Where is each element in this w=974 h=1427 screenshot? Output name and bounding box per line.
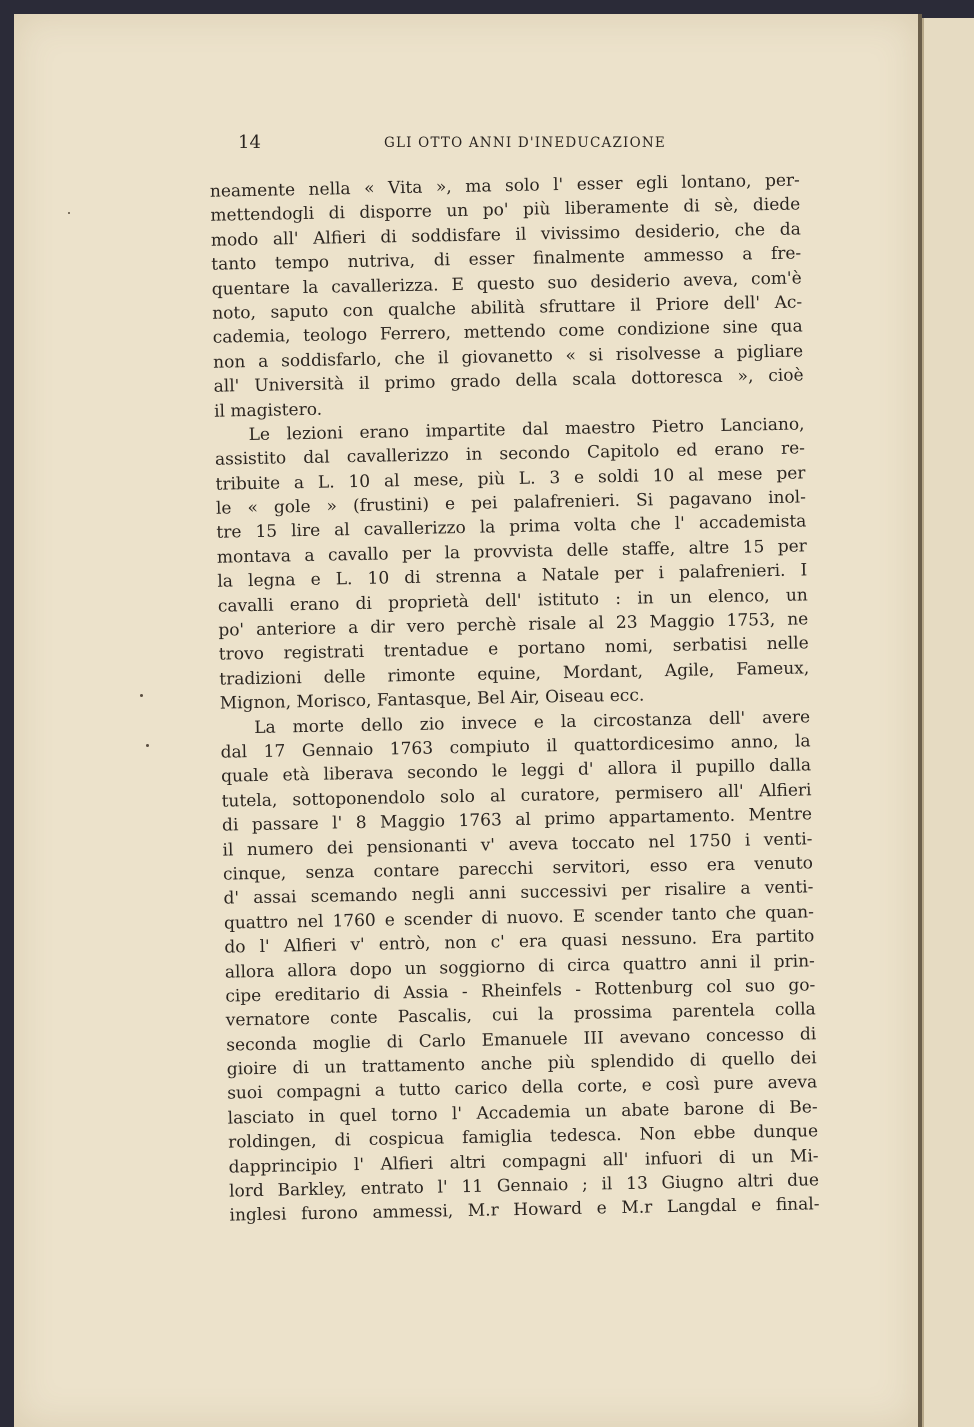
ink-speck (140, 694, 143, 697)
text-line: cinque, senza contare parecchi servitori, esso era venuto (222, 853, 814, 885)
text-line: all' Università il primo grado della scala dottoresca », cioè (213, 365, 804, 397)
text-line: noto, saputo con qualche abilità sfruttare il Priore dell' Ac- (212, 292, 803, 324)
text-line: quentare la cavallerizza. E questo suo desiderio aveva, com'è (211, 267, 802, 300)
text-line: tre 15 lire al cavallerizzo la prima volta che l' accademista (216, 511, 807, 544)
text-line: cavalli erano di proprietà dell' istituto : in un elenco, un (217, 585, 808, 617)
text-line: allora allora dopo un soggiorno di circa quattro anni il prin- (224, 950, 815, 983)
text-line: inglesi furono ammessi, M.r Howard e M.r Langdal e final- (229, 1194, 820, 1226)
text-line: modo all' Alfieri di soddisfare il vivissimo desiderio, che da (210, 219, 801, 251)
page-header (238, 132, 798, 156)
text-line: non a soddisfarlo, che il giovanetto « si risolvesse a pigliare (213, 341, 804, 373)
text-line: il magistero. (213, 399, 323, 422)
text-line: suoi compagni a tutto carico della corte, e così pure aveva (227, 1072, 818, 1105)
text-line: gioire di un trattamento anche più splendido di quello dei (226, 1048, 817, 1080)
text-line: quale età liberava secondo le leggi d' allora il pupillo dalla (220, 755, 812, 788)
text-line: dal 17 Gennaio 1763 compiuto il quattordicesimo anno, la (220, 731, 811, 763)
text-line: Mignon, Morisco, Fantasque, Bel Air, Oiseau ecc. (219, 685, 645, 714)
text-line: il numero dei pensionanti v' aveva toccato nel 1750 i venti- (222, 828, 813, 861)
page-number: 14 (238, 132, 261, 153)
book-page (14, 14, 918, 1427)
text-line: cipe ereditario di Assia - Rheinfels - Rottenburg col suo go- (225, 975, 816, 1007)
ink-speck (68, 212, 70, 214)
text-line: do l' Alfieri v' entrò, non c' era quasi nessuno. Era partito (224, 926, 815, 958)
adjacent-page-edge (922, 18, 974, 1427)
text-line: Le lezioni erano impartite dal maestro Pietro Lanciano, (248, 414, 805, 445)
text-line: vernatore conte Pascalis, cui la prossima parentela colla (225, 999, 816, 1031)
text-line: neamente nella « Vita », ma solo l' esser egli lontano, per- (209, 170, 801, 202)
ink-speck (146, 744, 149, 747)
text-line: cademia, teologo Ferrero, mettendo come condizione sine qua (212, 316, 803, 349)
text-line: trovo registrati trentadue e portano nomi, serbatisi nelle (218, 633, 809, 666)
text-line: lord Barkley, entrato l' 11 Gennaio ; il 13 Giugno altri due (228, 1170, 820, 1202)
text-line: montava a cavallo per la provvista delle staffe, altre 15 per (216, 536, 808, 568)
text-line: tanto tempo nutriva, di esser finalmente ammesso a fre- (211, 243, 802, 275)
text-line: d' assai scemando negli anni successivi per risalire a venti- (223, 877, 814, 909)
text-line: La morte dello zio invece e la circostanza dell' avere (254, 706, 811, 738)
text-line: dapprincipio l' Alfieri altri compagni all' infuori di un Mi- (228, 1145, 819, 1178)
text-line: roldingen, di cospicua famiglia tedesca. Non ebbe dunque (227, 1121, 819, 1153)
running-title: GLI OTTO ANNI D'INEDUCAZIONE (384, 135, 666, 151)
text-line: po' anteriore a dir vero perchè risale al 23 Maggio 1753, ne (218, 609, 809, 641)
text-line: assistito dal cavallerizzo in secondo Capitolo ed erano re- (214, 438, 806, 471)
body-text (210, 168, 821, 1259)
text-line: quattro nel 1760 e scender di nuovo. E scender tanto che quan- (223, 902, 815, 934)
text-line: mettendogli di disporre un po' più liberamente di sè, diede (210, 194, 801, 227)
text-line: seconda moglie di Carlo Emanuele III avevano concesso di (226, 1023, 817, 1056)
text-line: le « gole » (frustini) e pei palafrenieri. Si pagavano inol- (215, 487, 807, 519)
text-line: tradizioni delle rimonte equine, Mordant, Agile, Fameux, (219, 658, 810, 690)
text-line: lasciato in quel torno l' Accademia un abate barone di Be- (227, 1097, 818, 1129)
text-line: tutela, sottoponendolo solo al curatore, permisero all' Alfieri (221, 780, 812, 812)
text-line: tribuite a L. 10 al mese, più L. 3 e soldi 10 al mese per (215, 463, 806, 495)
text-line: la legna e L. 10 di strenna a Natale per i palafrenieri. I (217, 560, 808, 592)
text-line: di passare l' 8 Maggio 1763 al primo appartamento. Mentre (221, 804, 813, 836)
